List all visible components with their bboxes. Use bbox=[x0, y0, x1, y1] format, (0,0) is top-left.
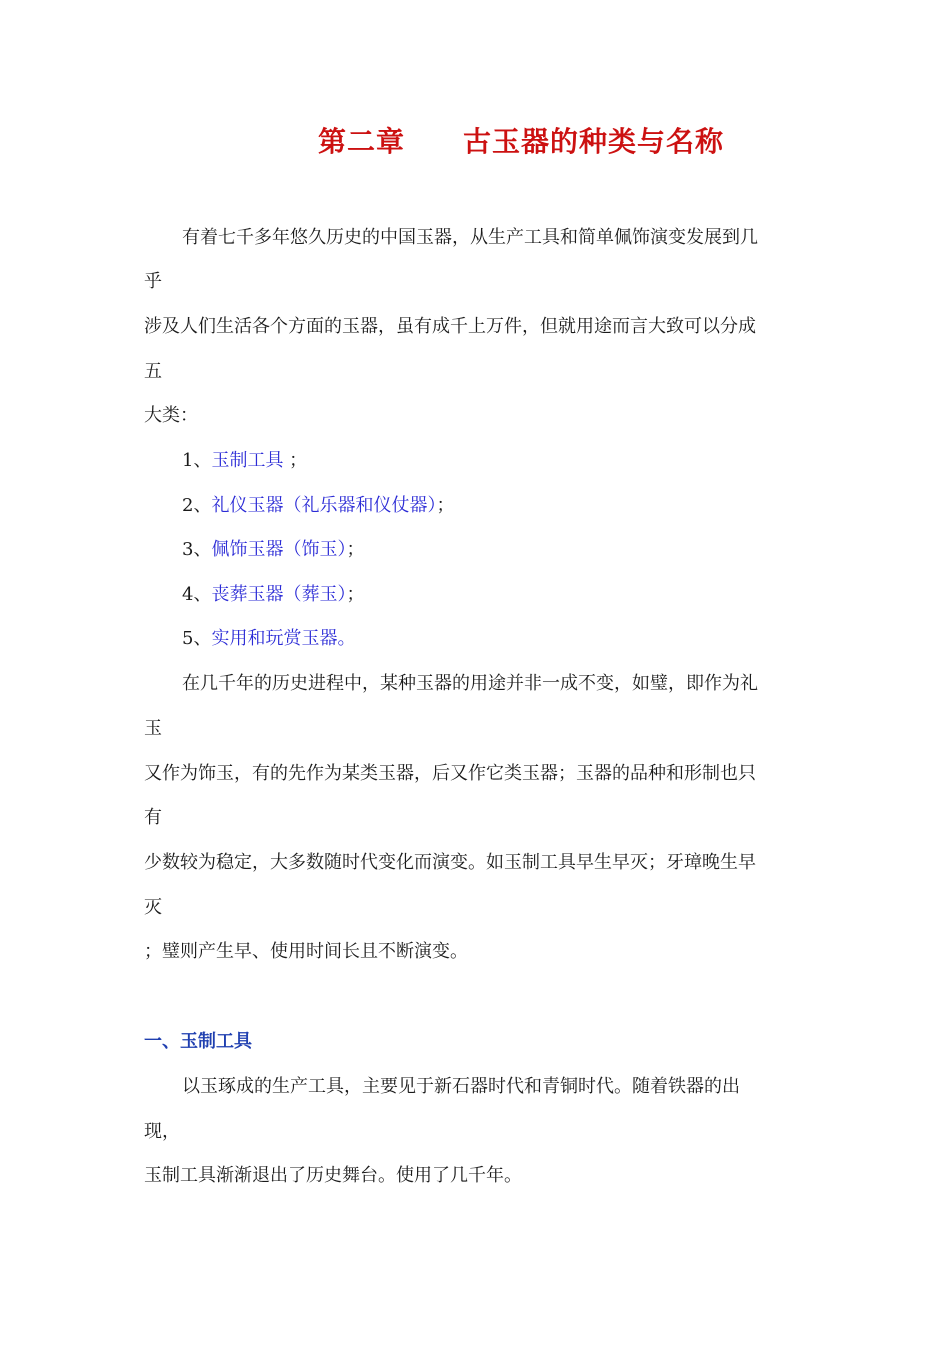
section-heading: 一、玉制工具 bbox=[144, 1031, 252, 1052]
category-number: 2、 bbox=[182, 495, 212, 516]
category-suffix: ； bbox=[436, 495, 455, 516]
category-number: 4、 bbox=[182, 584, 212, 605]
intro-line-4: 五 bbox=[144, 361, 162, 382]
intro-line-2: 乎 bbox=[144, 271, 162, 292]
intro-line-3: 涉及人们生活各个方面的玉器，虽有成千上万件，但就用途而言大致可以分成 bbox=[144, 316, 756, 337]
category-item-2 bbox=[182, 494, 454, 518]
category-item-1 bbox=[182, 449, 307, 473]
history-line-5: 少数较为稳定，大多数随时代变化而演变。如玉制工具早生早灭；牙璋晚生早 bbox=[144, 852, 756, 873]
history-line-7: ；璧则产生早、使用时间长且不断演变。 bbox=[144, 941, 468, 962]
history-line-3: 又作为饰玉，有的先作为某类玉器，后又作它类玉器；玉器的品种和形制也只 bbox=[144, 763, 756, 784]
category-item-5 bbox=[182, 627, 355, 651]
category-number: 1、 bbox=[182, 450, 212, 471]
category-link[interactable]: 丧葬玉器（葬玉） bbox=[211, 584, 347, 605]
category-link[interactable]: 佩饰玉器（饰玉） bbox=[211, 539, 347, 560]
category-suffix: ； bbox=[283, 450, 308, 471]
intro-line-1: 有着七千多年悠久历史的中国玉器，从生产工具和简单佩饰演变发展到几 bbox=[182, 227, 758, 248]
category-link[interactable]: 玉制工具 bbox=[211, 450, 284, 471]
section1-line-1: 以玉琢成的生产工具，主要见于新石器时代和青铜时代。随着铁器的出 bbox=[182, 1076, 740, 1097]
history-line-2: 玉 bbox=[144, 718, 162, 739]
category-link[interactable]: 实用和玩赏玉器。 bbox=[211, 628, 356, 649]
section1-line-2: 现， bbox=[144, 1121, 180, 1142]
category-link[interactable]: 礼仪玉器（礼乐器和仪仗器） bbox=[211, 495, 437, 516]
category-item-3 bbox=[182, 538, 364, 562]
chapter-title: 第二章 古玉器的种类与名称 bbox=[318, 125, 725, 158]
category-number: 3、 bbox=[182, 539, 212, 560]
intro-line-5: 大类： bbox=[144, 405, 198, 426]
category-suffix: ； bbox=[346, 539, 365, 560]
history-line-4: 有 bbox=[144, 807, 162, 828]
history-line-6: 灭 bbox=[144, 897, 162, 918]
category-item-4 bbox=[182, 583, 364, 607]
category-number: 5、 bbox=[182, 628, 212, 649]
history-line-1: 在几千年的历史进程中，某种玉器的用途并非一成不变，如璧，即作为礼 bbox=[182, 673, 758, 694]
category-suffix: ； bbox=[346, 584, 365, 605]
section1-line-3: 玉制工具渐渐退出了历史舞台。使用了几千年。 bbox=[144, 1165, 522, 1186]
